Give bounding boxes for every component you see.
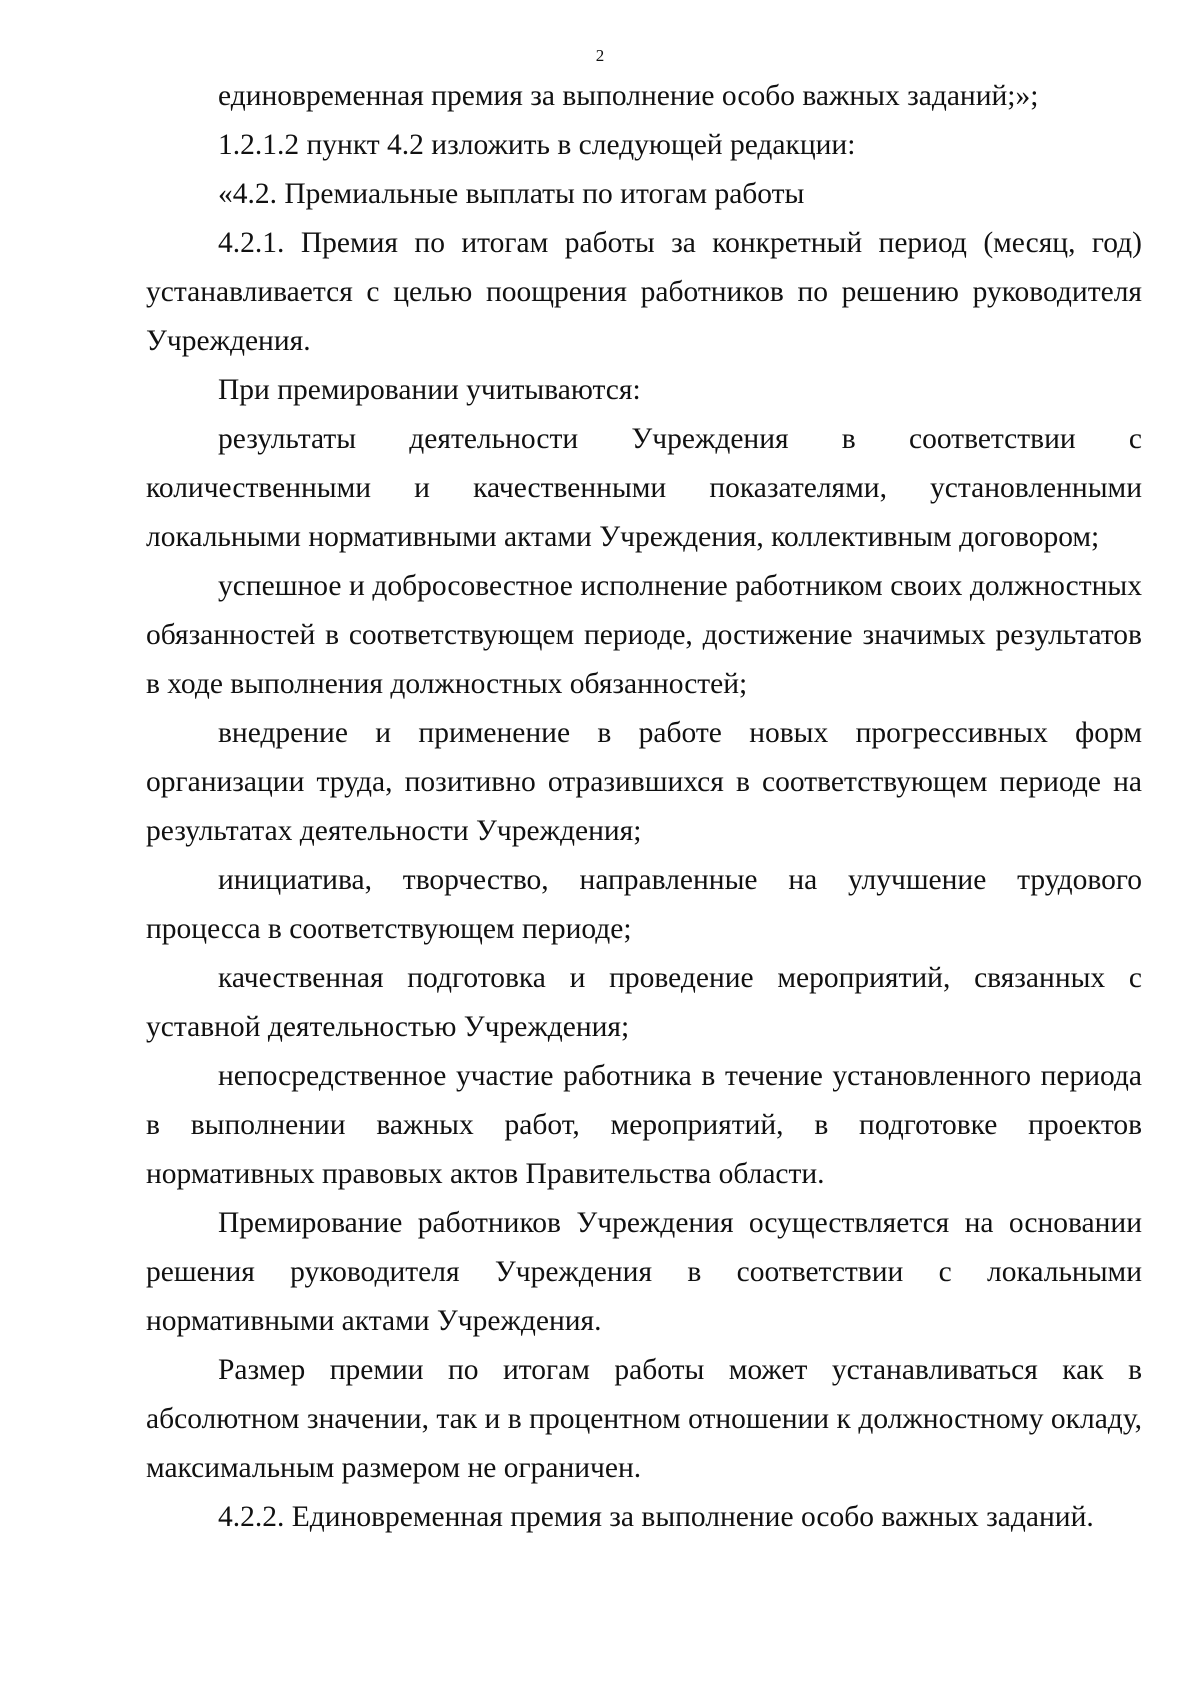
paragraph: успешное и добросовестное исполнение работником своих должностных обязанностей в соответствующем периоде, достижение значимых результатов в ходе выполнения должностных обязанностей; — [146, 570, 1142, 700]
paragraph: 4.2.1. Премия по итогам работы за конкретный период (месяц, год) устанавливается с целью поощрения работников по решению руководителя Учреждения. — [146, 227, 1142, 357]
paragraph: 4.2.2. Единовременная премия за выполнение особо важных заданий. — [218, 1501, 1094, 1533]
paragraph: внедрение и применение в работе новых прогрессивных форм организации труда, позитивно отразившихся в соответствующем периоде на результатах деятельности Учреждения; — [146, 717, 1142, 847]
paragraph: «4.2. Премиальные выплаты по итогам работы — [218, 178, 805, 210]
paragraph: Премирование работников Учреждения осуществляется на основании решения руководителя Учреждения в соответствии с локальными нормативными актами Учреждения. — [146, 1207, 1142, 1337]
paragraph: инициатива, творчество, направленные на улучшение трудового процесса в соответствующем периоде; — [146, 864, 1142, 945]
paragraph: Размер премии по итогам работы может устанавливаться как в абсолютном значении, так и в процентном отношении к должностному окладу, максимальным размером не ограничен. — [146, 1354, 1142, 1484]
page-number: 2 — [595, 46, 605, 65]
paragraph: единовременная премия за выполнение особо важных заданий;»; — [218, 80, 1039, 112]
paragraph: непосредственное участие работника в течение установленного периода в выполнении важных работ, мероприятий, в подготовке проектов нормативных правовых актов Правительства области. — [146, 1060, 1142, 1190]
paragraph: качественная подготовка и проведение мероприятий, связанных с уставной деятельностью Учреждения; — [146, 962, 1142, 1043]
paragraph: 1.2.1.2 пункт 4.2 изложить в следующей редакции: — [218, 129, 856, 161]
paragraph: результаты деятельности Учреждения в соответствии с количественными и качественными показателями, установленными локальными нормативными актами Учреждения, коллективным договором; — [146, 423, 1142, 553]
paragraph: При премировании учитываются: — [218, 374, 641, 406]
document-body — [146, 72, 1142, 1542]
